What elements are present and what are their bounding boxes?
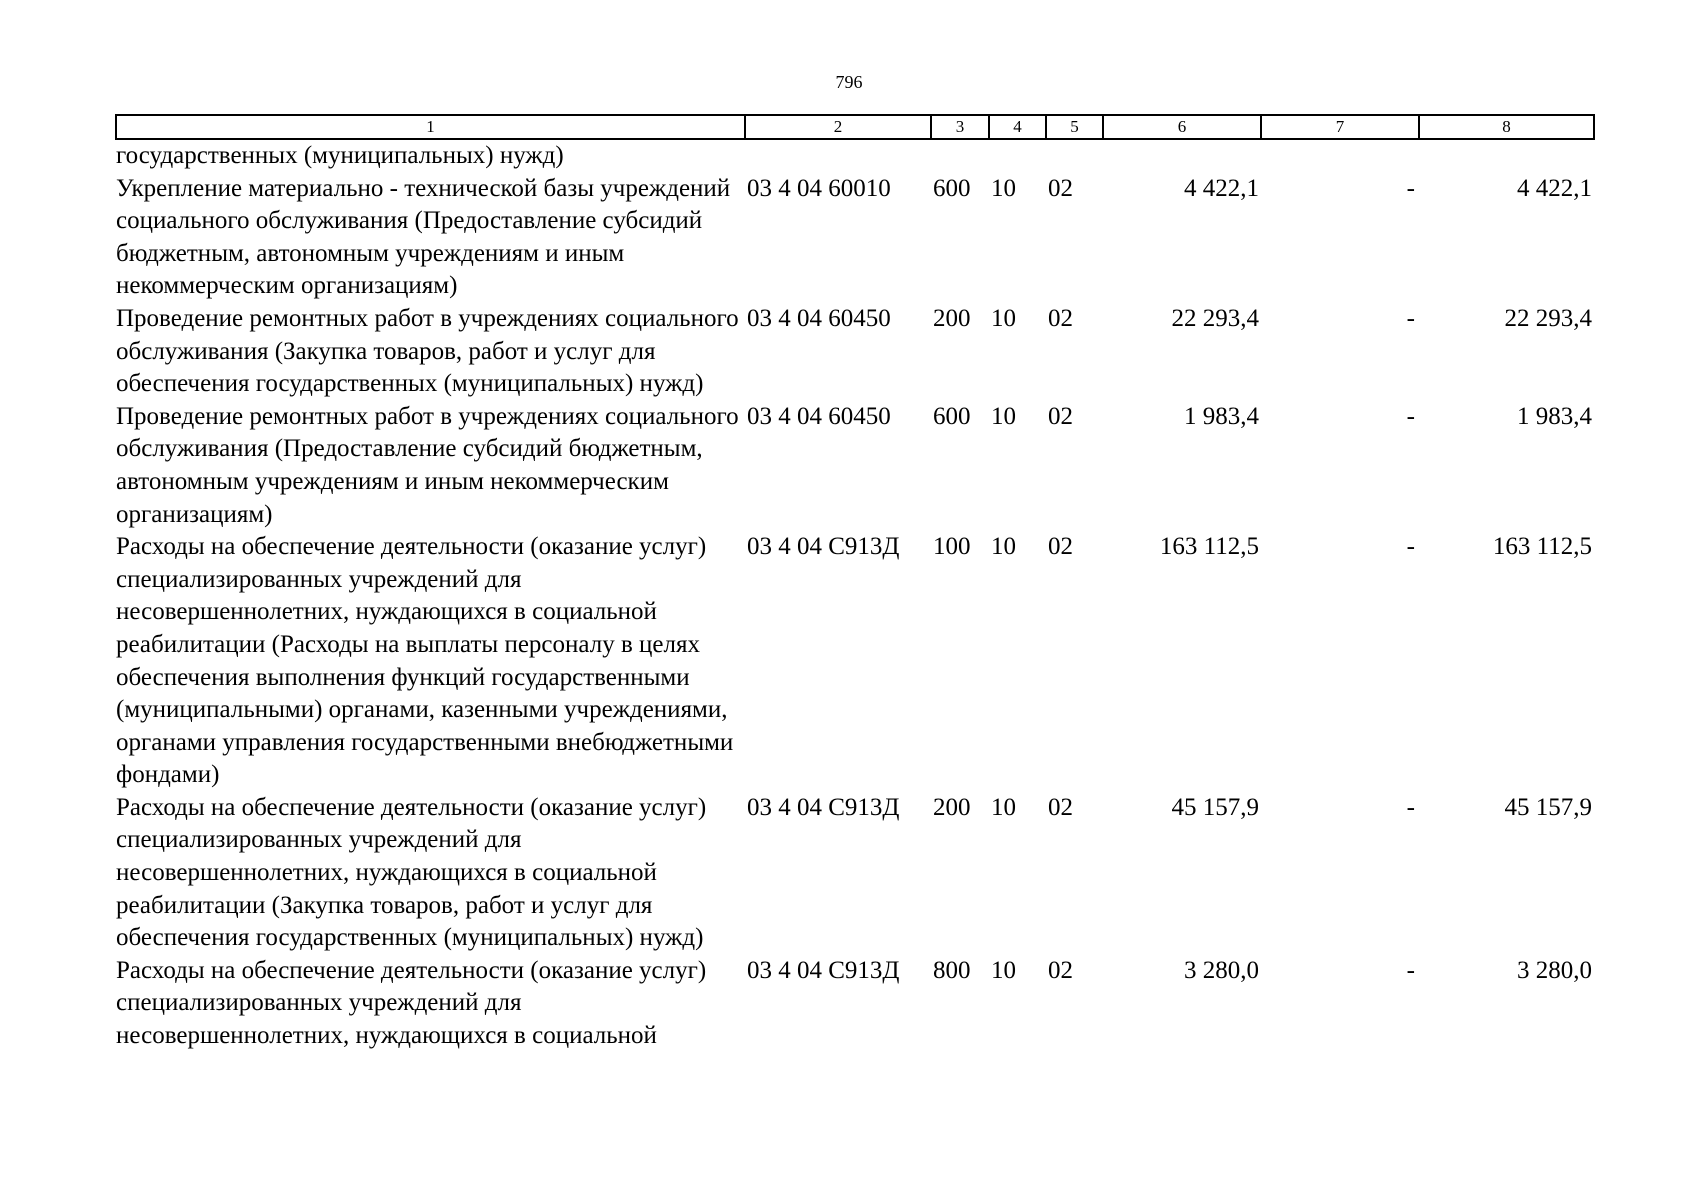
- row-pr: [1046, 139, 1103, 173]
- row-amount: 1 983,4: [1184, 402, 1259, 430]
- row-total: 1 983,4: [1517, 402, 1592, 430]
- row-rz: 10: [991, 174, 1016, 202]
- column-header: 1: [116, 115, 745, 139]
- row-rz: 10: [991, 304, 1016, 332]
- page-number: 796: [835, 72, 863, 92]
- column-header: 3: [931, 115, 989, 139]
- row-code: 03 4 04 С913Д: [747, 533, 900, 561]
- row-change: -: [1406, 956, 1415, 984]
- row-total: 45 157,9: [1504, 793, 1592, 821]
- budget-table-container: [115, 114, 1593, 1053]
- row-total: 3 280,0: [1517, 956, 1592, 984]
- row-description: Расходы на обеспечение деятельности (оказание услуг) специализированных учреждений для несовершеннолетних, нуждающихся в социальной реабилитации (Расходы на выплаты персоналу в целях обеспечения выполнения функций государственными (муниципальными) органами, казенными учреждениями, органами управления государственными внебюджетными фондами): [116, 533, 734, 789]
- row-total: 22 293,4: [1504, 304, 1592, 332]
- row-pr: 02: [1048, 533, 1073, 561]
- row-pr: 02: [1048, 174, 1073, 202]
- row-code: [745, 139, 931, 173]
- row-description: Проведение ремонтных работ в учреждениях социального обслуживания (Закупка товаров, работ и услуг для обеспечения государственных (муниципальных) нужд): [116, 304, 739, 398]
- row-rz: 10: [991, 402, 1016, 430]
- row-amount: [1103, 139, 1261, 173]
- column-number-row: [116, 115, 1594, 139]
- row-description: Расходы на обеспечение деятельности (оказание услуг) специализированных учреждений для несовершеннолетних, нуждающихся в социальной реабилитации (Закупка товаров, работ и услуг для обеспечения государственных (муниципальных) нужд): [116, 793, 707, 952]
- row-pr: 02: [1048, 402, 1073, 430]
- table-row: [116, 139, 1594, 173]
- row-change: -: [1406, 402, 1415, 430]
- table-row: [116, 531, 1594, 792]
- row-description: Расходы на обеспечение деятельности (оказание услуг) специализированных учреждений для несовершеннолетних, нуждающихся в социальной: [116, 956, 707, 1050]
- table-row: [116, 955, 1594, 1053]
- row-description: государственных (муниципальных) нужд): [116, 142, 564, 169]
- column-header: 2: [745, 115, 931, 139]
- column-header: 4: [989, 115, 1046, 139]
- column-header: 7: [1261, 115, 1419, 139]
- row-vr: 600: [933, 174, 971, 202]
- budget-table: [115, 114, 1595, 1053]
- row-vr: 800: [933, 956, 971, 984]
- row-code: 03 4 04 60010: [747, 174, 891, 202]
- table-row: [116, 303, 1594, 401]
- row-amount: 45 157,9: [1171, 793, 1259, 821]
- row-code: 03 4 04 60450: [747, 304, 891, 332]
- row-amount: 163 112,5: [1159, 533, 1259, 561]
- row-description: Проведение ремонтных работ в учреждениях социального обслуживания (Предоставление субсидий бюджетным, автономным учреждениям и иным некоммерческим организациям): [116, 402, 739, 528]
- row-vr: 200: [933, 793, 971, 821]
- row-vr: 200: [933, 304, 971, 332]
- row-code: 03 4 04 С913Д: [747, 956, 900, 984]
- column-header: 6: [1103, 115, 1261, 139]
- column-header: 5: [1046, 115, 1103, 139]
- row-vr: [931, 139, 989, 173]
- row-change: -: [1406, 793, 1415, 821]
- row-pr: 02: [1048, 304, 1073, 332]
- row-change: [1261, 139, 1419, 173]
- row-change: -: [1406, 304, 1415, 332]
- row-rz: [989, 139, 1046, 173]
- row-change: -: [1406, 533, 1415, 561]
- row-total: 163 112,5: [1492, 533, 1592, 561]
- row-amount: 3 280,0: [1184, 956, 1259, 984]
- row-code: 03 4 04 60450: [747, 402, 891, 430]
- row-rz: 10: [991, 793, 1016, 821]
- row-rz: 10: [991, 533, 1016, 561]
- row-vr: 600: [933, 402, 971, 430]
- row-amount: 4 422,1: [1184, 174, 1259, 202]
- row-total: [1419, 139, 1594, 173]
- row-amount: 22 293,4: [1171, 304, 1259, 332]
- row-pr: 02: [1048, 793, 1073, 821]
- table-row: [116, 792, 1594, 955]
- row-total: 4 422,1: [1517, 174, 1592, 202]
- table-row: [116, 401, 1594, 531]
- row-vr: 100: [933, 533, 971, 561]
- row-code: 03 4 04 С913Д: [747, 793, 900, 821]
- table-row: [116, 173, 1594, 303]
- row-change: -: [1406, 174, 1415, 202]
- row-pr: 02: [1048, 956, 1073, 984]
- column-header: 8: [1419, 115, 1594, 139]
- row-description: Укрепление материально - технической базы учреждений социального обслуживания (Предоставление субсидий бюджетным, автономным учреждениям и иным некоммерческим организациям): [116, 174, 731, 300]
- row-rz: 10: [991, 956, 1016, 984]
